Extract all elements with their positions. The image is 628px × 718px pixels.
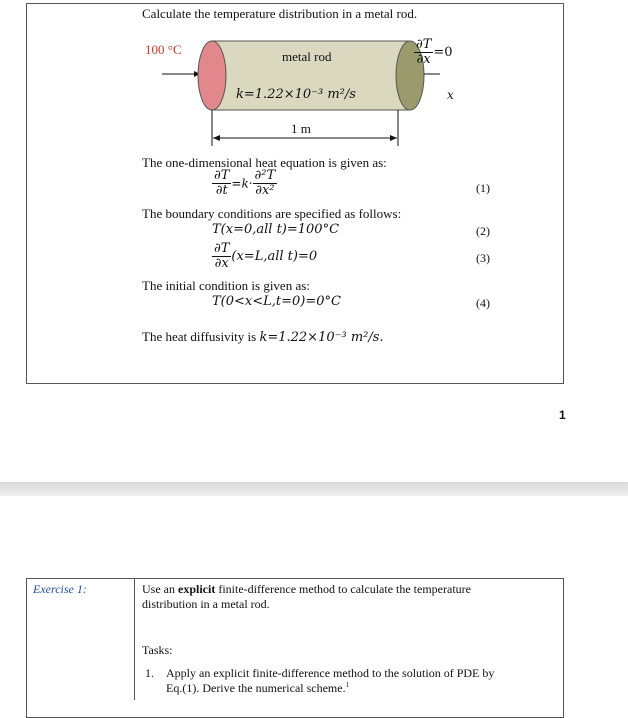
footnote-marker: 1	[345, 681, 350, 689]
equation-4-number: (4)	[476, 296, 490, 310]
exercise-column-divider	[134, 578, 135, 700]
initial-condition-intro: The initial condition is given as:	[142, 278, 310, 293]
dim-arrow-left	[213, 135, 220, 141]
heat-equation-intro: The one-dimensional heat equation is given as:	[142, 155, 387, 170]
problem-heading: Calculate the temperature distribution in a metal rod.	[142, 6, 418, 21]
axis-x-label: x	[447, 88, 454, 102]
equation-2: T(x=0,all t)=100°C	[212, 222, 340, 237]
task-1-line-2: Eq.(1). Derive the numerical scheme.$^1$	[166, 681, 350, 695]
page-separator	[0, 482, 628, 496]
equation-4: T(0<x<L,t=0)=0°C	[212, 294, 341, 309]
task-1-number: 1.	[145, 666, 154, 680]
right-boundary-condition: $\frac{\partial T}{\partial x}$ =0	[416, 37, 453, 67]
rod-length-label: 1 m	[291, 121, 311, 136]
rod-label: metal rod	[282, 49, 332, 64]
task-1-line-1: Apply an explicit finite-difference method to the solution of PDE by	[166, 666, 495, 680]
exercise-label: Exercise 1:	[33, 582, 87, 596]
boundary-temp-label: 100 °C	[145, 42, 182, 57]
exercise-intro-line-1: Use an explicit finite-difference method to calculate the temperature	[142, 582, 471, 596]
page-number: 1	[559, 408, 566, 422]
conductivity-label: k=1.22×10⁻³ m²/s	[236, 87, 356, 102]
dT-dx-fraction: $\frac{\partial T}{\partial x}$	[416, 37, 432, 67]
diffusivity-statement: The heat diffusivity is k=1.22×10⁻³ m²/s.	[142, 329, 384, 345]
equation-2-number: (2)	[476, 224, 490, 238]
rod-left-face	[198, 41, 226, 110]
exercise-intro-line-2: distribution in a metal rod.	[142, 597, 270, 611]
dim-arrow-right	[390, 135, 397, 141]
boundary-conditions-intro: The boundary conditions are specified as follows:	[142, 206, 402, 221]
equation-3-number: (3)	[476, 251, 490, 265]
tasks-label: Tasks:	[142, 643, 173, 657]
equation-3: $\frac{\partial T}{\partial x}$ (x=L,all t)=0	[214, 241, 318, 271]
exercise-box	[26, 578, 564, 718]
equation-1: $\frac{\partial T}{\partial t}$ =k· $\frac{\text{∂²T}}{\text{∂x²}}$	[214, 168, 276, 198]
equation-1-number: (1)	[476, 181, 490, 195]
